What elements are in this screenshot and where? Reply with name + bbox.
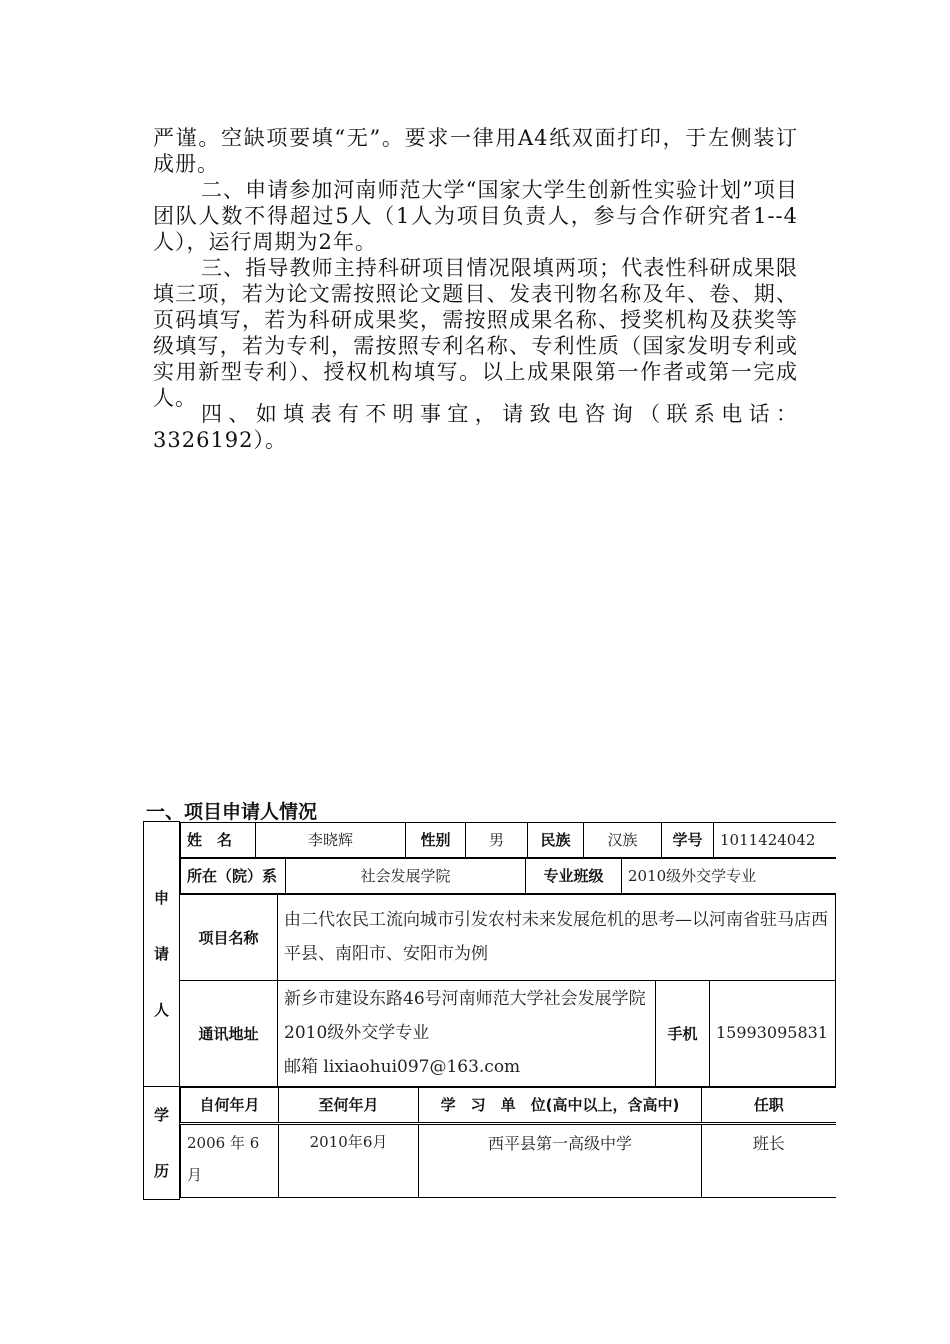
education-group-label: 学 历: [144, 1086, 180, 1199]
address-text: 新乡市建设东路46号河南师范大学社会发展学院2010级外交学专业: [284, 989, 646, 1043]
edu-row-to[interactable]: 2010年6月: [279, 1125, 419, 1198]
edu-row-from[interactable]: 2006 年 6 月: [181, 1125, 279, 1198]
instruction-paragraph-4: 四、如填表有不明事宜，请致电咨询（联系电话：3326192）。: [153, 402, 798, 452]
department-label: 所在（院）系: [181, 858, 286, 893]
instruction-paragraph-3: 三、指导教师主持科研项目情况限填两项；代表性科研成果限填三项，若为论文需按照论文题目、发表刊物名称及年、卷、期、页码填写，若为科研成果奖，需按照成果名称、授奖机构及获奖等级填写，若为专利，需按照专利名称、专利性质（国家发明专利或实用新型专利）、授权机构填写。以上成果限第一作者或第一完成人。: [153, 256, 798, 410]
project-name-value[interactable]: 由二代农民工流向城市引发农村未来发展危机的思考—以河南省驻马店西平县、南阳市、安阳市为例: [278, 894, 836, 980]
instruction-paragraph-1: 严谨。空缺项要填“无”。要求一律用A4纸双面打印，于左侧装订成册。: [153, 126, 798, 176]
section-title: 一、项目申请人情况: [146, 801, 318, 823]
student-id-value[interactable]: 1011424042: [714, 822, 836, 857]
department-value[interactable]: 社会发展学院: [286, 858, 526, 893]
mobile-value[interactable]: 15993095831: [710, 980, 836, 1086]
project-name-label: 项目名称: [180, 894, 278, 980]
edu-header-to: 至何年月: [279, 1087, 419, 1122]
class-value[interactable]: 2010级外交学专业: [622, 858, 836, 893]
edu-header-position: 任职: [702, 1087, 836, 1122]
student-id-label: 学号: [662, 822, 714, 857]
ethnicity-value[interactable]: 汉族: [584, 822, 662, 857]
edu-row-position[interactable]: 班长: [702, 1125, 836, 1198]
edu-row-unit[interactable]: 西平县第一高级中学: [419, 1125, 702, 1198]
instruction-paragraph-2: 二、申请参加河南师范大学“国家大学生创新性实验计划”项目团队人数不得超过5人（1人为项目负责人，参与合作研究者1--4人），运行周期为2年。: [153, 178, 798, 254]
ethnicity-label: 民族: [528, 822, 584, 857]
applicant-form-table: [143, 821, 836, 1200]
name-value[interactable]: 李晓辉: [256, 822, 406, 857]
address-label: 通讯地址: [180, 980, 278, 1086]
gender-value[interactable]: 男: [466, 822, 528, 857]
mobile-label: 手机: [656, 980, 710, 1086]
applicant-group-label: 申 请 人: [144, 822, 180, 1087]
email-text: 邮箱 lixiaohui097@163.com: [284, 1057, 521, 1077]
gender-label: 性别: [406, 822, 466, 857]
address-value[interactable]: [278, 980, 656, 1086]
class-label: 专业班级: [526, 858, 622, 893]
edu-header-from: 自何年月: [181, 1087, 279, 1122]
edu-header-unit: 学 习 单 位(高中以上，含高中): [419, 1087, 702, 1122]
name-label: 姓 名: [181, 822, 256, 857]
